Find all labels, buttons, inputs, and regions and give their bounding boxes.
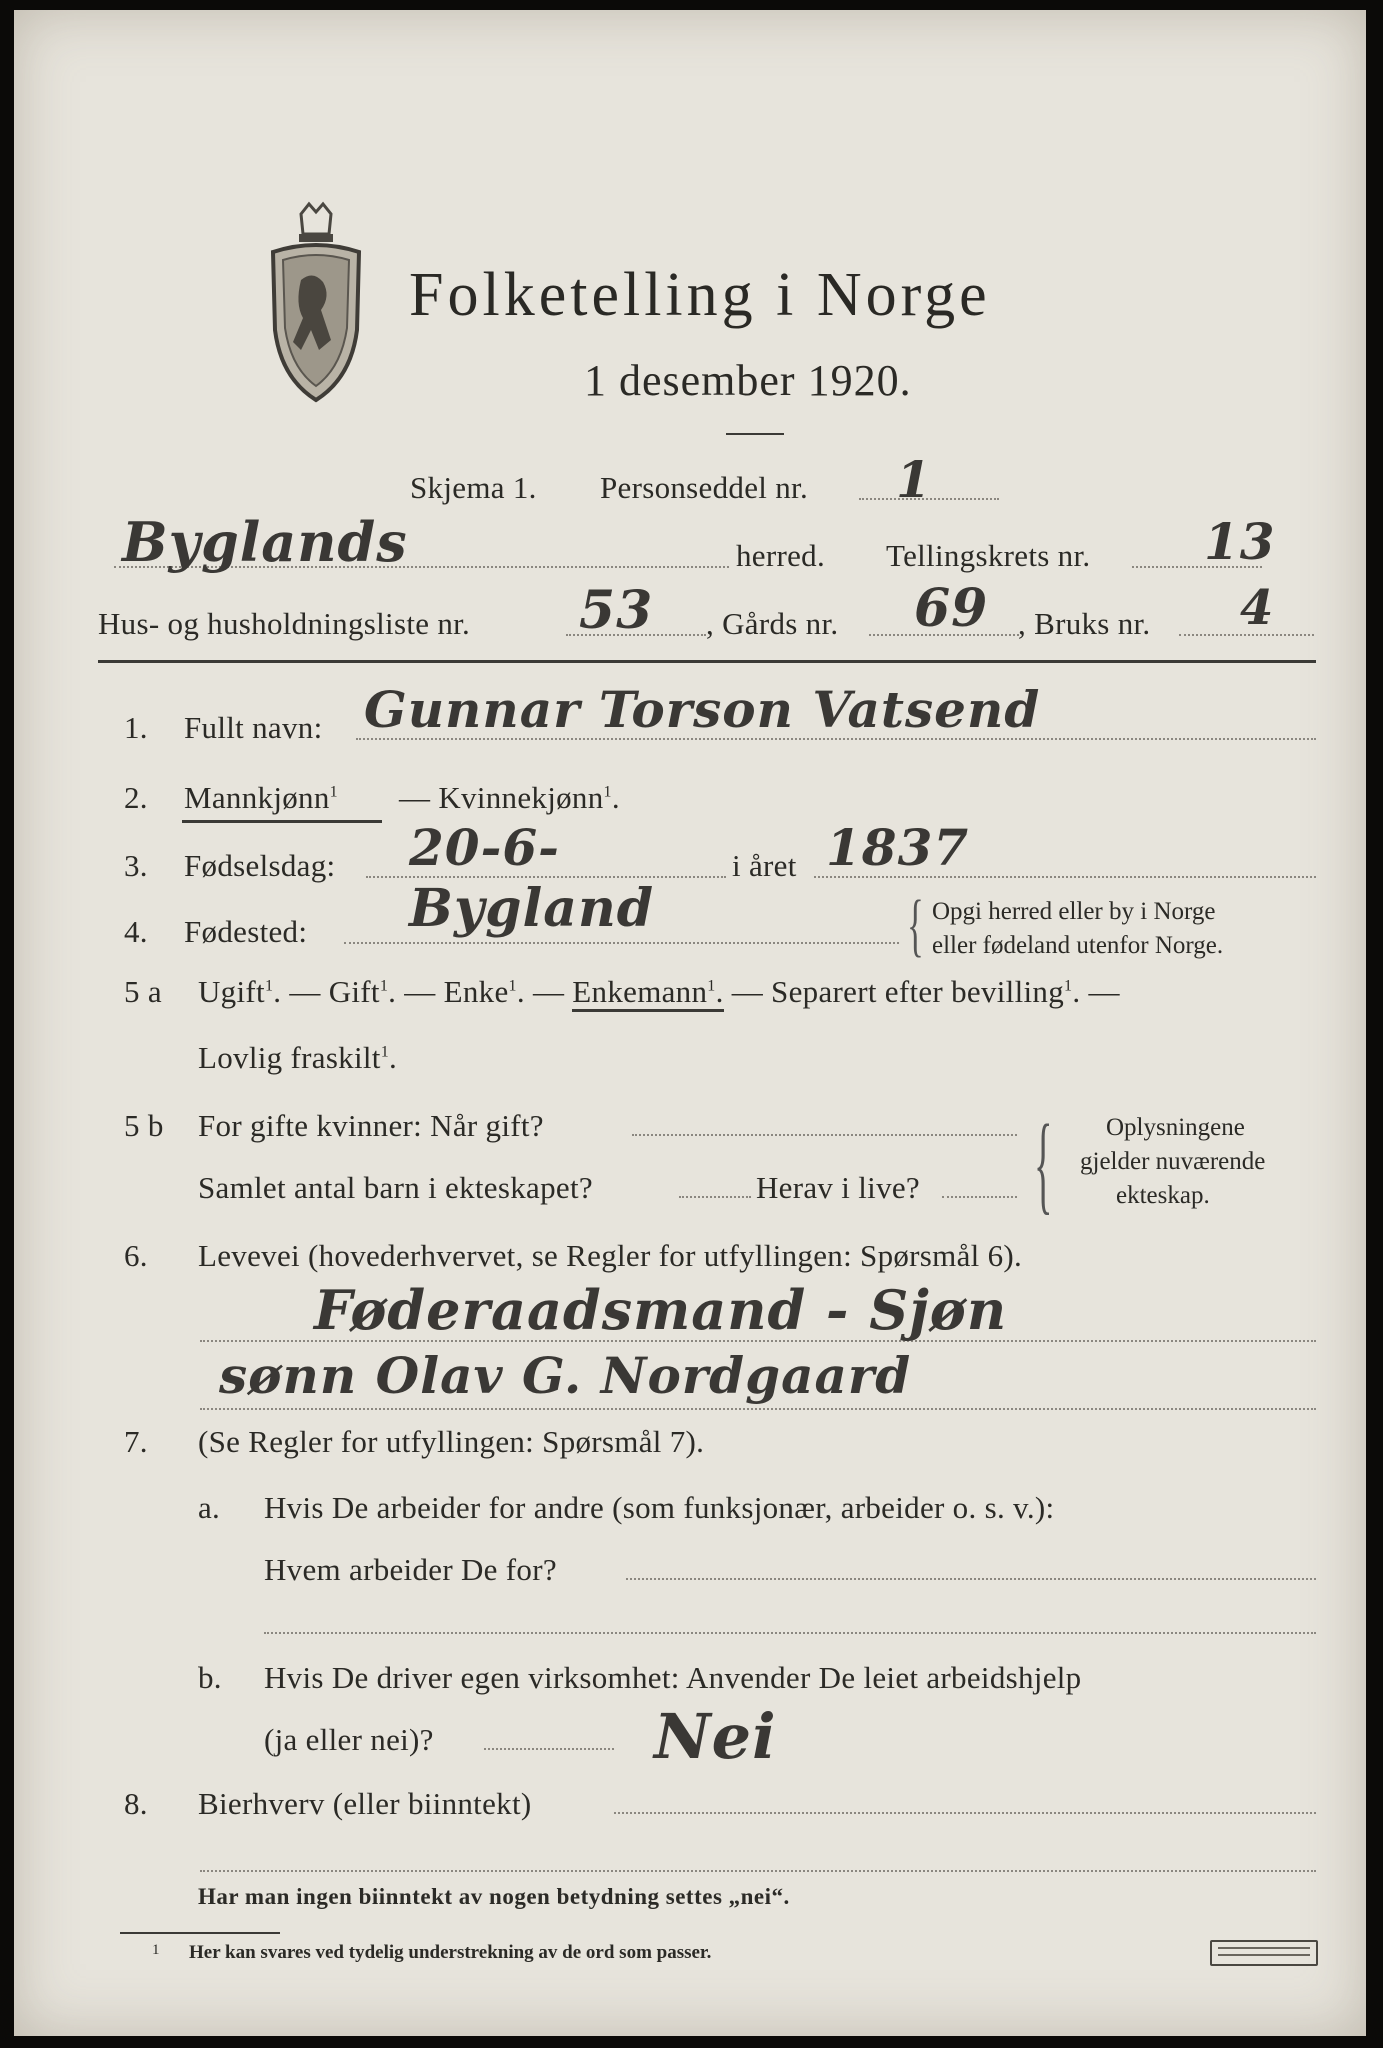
bruks-value: 4	[1240, 580, 1275, 636]
q4-label: Fødested:	[184, 914, 308, 949]
marital-status-divorced: Lovlig fraskilt$^1$.	[198, 1040, 398, 1075]
q6-line2	[200, 1408, 1316, 1410]
census-form-page	[14, 10, 1366, 2036]
q7a-line3-dots	[264, 1632, 1316, 1634]
q7a-letter: a.	[198, 1490, 221, 1525]
full-name-value: Gunnar Torson Vatsend	[364, 680, 1041, 739]
male-underline	[182, 820, 382, 823]
no-income-note: Har man ingen biinntekt av nogen betydning settes „nei“.	[198, 1884, 790, 1909]
q7b-letter: b.	[198, 1660, 222, 1695]
q7a-line2: Hvem arbeider De for?	[264, 1552, 557, 1587]
q5b-line2a: Samlet antal barn i ekteskapet?	[198, 1170, 593, 1205]
q5b-number: 5 b	[124, 1108, 164, 1143]
q2-number: 2.	[124, 780, 148, 815]
sex-male-option: Mannkjønn$^1$	[184, 780, 338, 815]
q5b-line2a-dots	[679, 1196, 751, 1198]
header-divider	[98, 660, 1316, 663]
widower-underlined: Enkemann$^1$.	[572, 974, 723, 1012]
q5b-line2b-dots	[942, 1196, 1017, 1198]
q4-number: 4.	[124, 914, 148, 949]
title-divider	[726, 433, 784, 435]
q7a-line2-dots	[626, 1578, 1316, 1580]
herred-label: herred.	[736, 538, 826, 573]
q5b-note-line3: ekteskap.	[1116, 1182, 1210, 1209]
personseddel-label: Personseddel nr.	[600, 470, 808, 505]
q3-year-label: i året	[732, 848, 797, 883]
q4-line	[344, 942, 899, 944]
q5b-note-line2: gjelder nuværende	[1080, 1148, 1266, 1175]
hired-help-value: Nei	[654, 1700, 777, 1773]
form-title: Folketelling i Norge	[409, 261, 991, 329]
q8-label: Bierhverv (eller biinntekt)	[198, 1786, 532, 1821]
q7b-line2: (ja eller nei)?	[264, 1722, 434, 1757]
q5b-line2b: Herav i live?	[756, 1170, 920, 1205]
q5b-line1: For gifte kvinner: Når gift?	[198, 1108, 544, 1143]
q4-note-line2: eller fødeland utenfor Norge.	[932, 932, 1224, 959]
form-label: Skjema 1.	[410, 470, 537, 505]
footnote-rule	[120, 1932, 280, 1934]
gards-value: 69	[914, 578, 989, 639]
marital-status-options: Ugift$^1$. — Gift$^1$. — Enke$^1$. — Enkemann$^1$. — Separert efter bevilling$^1$. —	[198, 974, 1120, 1010]
q7a-line1: Hvis De arbeider for andre (som funksjonær, arbeider o. s. v.):	[264, 1490, 1055, 1525]
q4-note-line1: Opgi herred eller by i Norge	[932, 898, 1216, 925]
q5b-brace: {	[1034, 1102, 1053, 1224]
q6-number: 6.	[124, 1238, 148, 1273]
q5b-note-line1: Oplysningene	[1106, 1114, 1245, 1141]
personseddel-value: 1	[896, 450, 932, 509]
sex-female-option: — Kvinnekjønn$^1$.	[399, 780, 620, 815]
q3-label: Fødselsdag:	[184, 848, 336, 883]
tellingskrets-label: Tellingskrets nr.	[886, 538, 1091, 573]
occupation-value-line1: Føderaadsmand - Sjøn	[314, 1278, 1008, 1342]
husliste-value: 53	[579, 580, 654, 641]
q4-brace: {	[907, 887, 924, 964]
footnote-text: Her kan svares ved tydelig understrekning av de ord som passer.	[189, 1942, 712, 1963]
q7b-line2-dots	[484, 1748, 614, 1750]
q7b-line1: Hvis De driver egen virksomhet: Anvender De leiet arbeidshjelp	[264, 1660, 1082, 1695]
q8-number: 8.	[124, 1786, 148, 1821]
birthplace-value: Bygland	[409, 878, 655, 939]
q7-label: (Se Regler for utfyllingen: Spørsmål 7).	[198, 1424, 705, 1459]
bruks-label: , Bruks nr.	[1018, 606, 1151, 641]
q5a-number: 5 a	[124, 974, 162, 1009]
birthyear-value: 1837	[826, 818, 970, 877]
q7-number: 7.	[124, 1424, 148, 1459]
q5b-line1-dots	[632, 1134, 1017, 1136]
q8-line1-dots	[614, 1812, 1316, 1814]
herred-value: Byglands	[122, 510, 408, 574]
census-date: 1 desember 1920.	[584, 356, 912, 405]
footnote-mark: 1	[152, 1942, 160, 1958]
gards-label: , Gårds nr.	[706, 606, 839, 641]
q3-number: 3.	[124, 848, 148, 883]
coat-of-arms-icon	[261, 200, 371, 410]
husliste-label: Hus- og husholdningsliste nr.	[98, 606, 471, 641]
tellingskrets-value: 13	[1204, 512, 1276, 571]
q1-number: 1.	[124, 710, 148, 745]
q6-label: Levevei (hovederhvervet, se Regler for utfyllingen: Spørsmål 6).	[198, 1238, 1023, 1273]
printer-stamp	[1210, 1940, 1318, 1966]
q1-label: Fullt navn:	[184, 710, 323, 745]
birthdate-value: 20-6-	[409, 818, 560, 877]
q8-line2-dots	[200, 1870, 1316, 1872]
occupation-value-line2: sønn Olav G. Nordgaard	[219, 1346, 912, 1405]
